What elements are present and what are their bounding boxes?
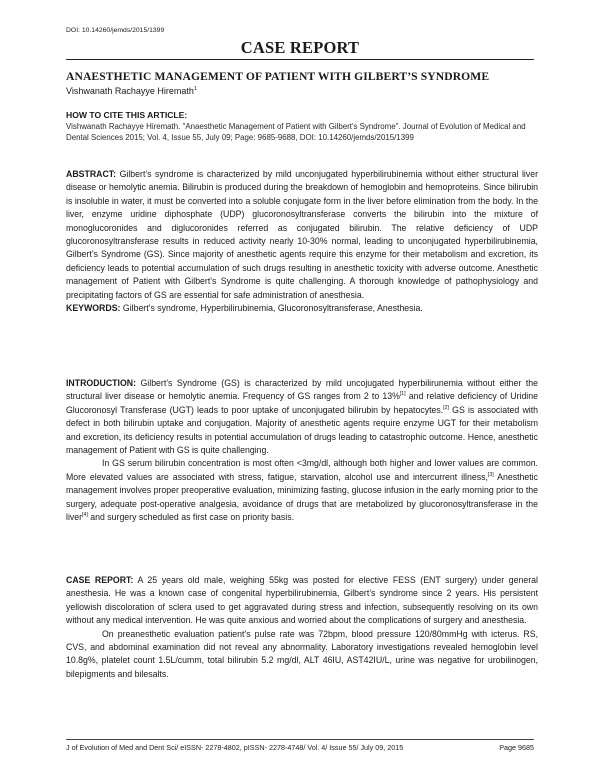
intro-p2-text-c: and surgery scheduled as first case on priority basis.	[87, 512, 295, 523]
intro-text-c: GS is associated with defect in both bilirubin uptake and conjugation. Majority of anesthetic agents require enzyme UGT for their metabolism and excretion, its deficiency results in potential accumulation of drugs leading to catastrophic outcome. Hence, anesthetic management of Patient with GS is quite challenging.	[66, 404, 539, 456]
author-name: Vishwanath Rachayye Hiremath	[66, 86, 194, 96]
keywords-text: Gilbert’s syndrome, Hyperbilirubinemia, Glucoronosyltransferase, Anesthesia.	[120, 303, 423, 314]
abstract-section	[66, 168, 538, 315]
case-paragraph-2: On preanesthetic evaluation patient’s pulse rate was 72bpm, blood pressure 120/80mmHg with icterus. RS, CVS, and abdominal examination did not reveal any abnormality. Laboratory investigations revealed hemoglobin level 10.8g%, platelet count 1.5L/cumm, total bilirubin 5.2 mg/dl, ALT 46IU, AST42IU/L, urine was negative for urobilinogen, bilepigments and bilesalts.	[66, 628, 538, 679]
case-text-1: A 25 years old male, weighing 55kg was posted for elective FESS (ENT surgery) under general anesthesia. He was a known case of congenital hyperbilirubinemia, Gilbert’s syndrome since 2 years. His persistent yellowish discoloration of sclera used to get aggravated during stress and infection, subsequently resolving on its own without any medical intervention. He was quite anxious and worried about the complications of surgery and anesthesia.	[66, 575, 538, 626]
case-report-section	[66, 574, 538, 681]
intro-p2-text-a: In GS serum bilirubin concentration is most often <3mg/dl, although both higher and lower values are common. More elevated values are associated with stress, fatigue, starvation, alcohol use and intercurrent illness,	[66, 458, 538, 482]
footer-journal: J of Evolution of Med and Dent Sci/ eISSN- 2278-4802, pISSN- 2278-4748/ Vol. 4/ Issue 55/ July 09, 2015	[66, 743, 404, 752]
keywords-paragraph	[66, 302, 538, 315]
abstract-text: Gilbert’s syndrome is characterized by mild unconjugated hyperbilirubinemia without either structural liver disease or hemolytic anemia. Bilirubin is produced during the breakdown of hemoglobin and hemoproteins. Since bilirubin is insoluble in water, it must be converted into a soluble conjugate form in the liver before elimination from the body. In the liver, enzyme uridine diphosphate (UDP) glucoronosyltransferase converts the bilirubin into the mixture of monoglucoronides and diglucoronides referred as conjugated bilirubin. The relative deficiency of UDP glucoronosyltransferase results in reduced activity nearly 10-30% normal, leading to unconjugated hyperbilirubinemia, Gilbert’s Syndrome (GS). Since majority of anesthetic agents require this enzyme for their metabolism and excretion, its deficiency leads to potential accumulation of such drugs resulting in anesthetic toxicity with adverse outcome. Anesthetic management of Patient with Gilbert’s Syndrome is quite challenging. A thorough knowledge of pathophysiology and precipitating factors of GS are essential for safe administration of anesthesia.	[66, 169, 538, 300]
section-banner: CASE REPORT	[240, 38, 360, 57]
introduction-section	[66, 377, 538, 524]
reference-3[interactable]: [3]	[487, 471, 494, 478]
intro-paragraph-1	[66, 377, 538, 457]
case-paragraph-1	[66, 574, 538, 628]
article-title: ANAESTHETIC MANAGEMENT OF PATIENT WITH GILBERT’S SYNDROME	[66, 70, 490, 83]
intro-paragraph-2	[66, 457, 538, 524]
reference-4[interactable]: [4]	[82, 512, 88, 519]
abstract-label: ABSTRACT:	[66, 169, 117, 179]
reference-2[interactable]: [2]	[443, 404, 449, 411]
abstract-paragraph	[66, 168, 538, 302]
doi-header: DOI: 10.14260/jemds/2015/1399	[66, 27, 165, 34]
footer-divider	[66, 739, 534, 740]
intro-p2-text-b: Anesthetic management involves proper preoperative evaluation, minimizing fasting, glucose infusion in the early morning prior to the surgery, adequate post-operative analgesia, avoidance of drugs that are metabolized by glucoronosyltransferase in the liver	[66, 471, 538, 523]
citation-heading: HOW TO CITE THIS ARTICLE:	[66, 110, 188, 120]
introduction-label: INTRODUCTION:	[66, 378, 136, 388]
author-line	[66, 86, 197, 96]
reference-1[interactable]: [1]	[399, 391, 406, 398]
keywords-label: KEYWORDS:	[66, 303, 121, 314]
intro-text-b: and relative deficiency of Uridine Glucoronosyl Transferase (UGT) leads to poor uptake of unconjugated bilirubin by hepatocytes.	[66, 391, 538, 415]
header-divider	[66, 59, 534, 60]
citation-text: Vishwanath Rachayye Hiremath. "Anaesthetic Management of Patient with Gilbert's Syndrome". Journal of Evolution of Medical and Dental Sciences 2015; Vol. 4, Issue 55, July 09; Page: 9685-9688, DOI: 10.14260/jemds/2015/1399	[66, 122, 526, 142]
intro-text-a: Gilbert’s Syndrome (GS) is characterized by mild uncojugated hyperbilirunemia without either the structural liver disease or hemolytic anemia. Frequency of GS ranges from 2 to 13%	[66, 378, 538, 402]
footer-page-number: Page 9685	[499, 743, 534, 752]
author-affiliation-mark: 1	[193, 86, 197, 92]
case-report-label: CASE REPORT:	[66, 575, 134, 585]
